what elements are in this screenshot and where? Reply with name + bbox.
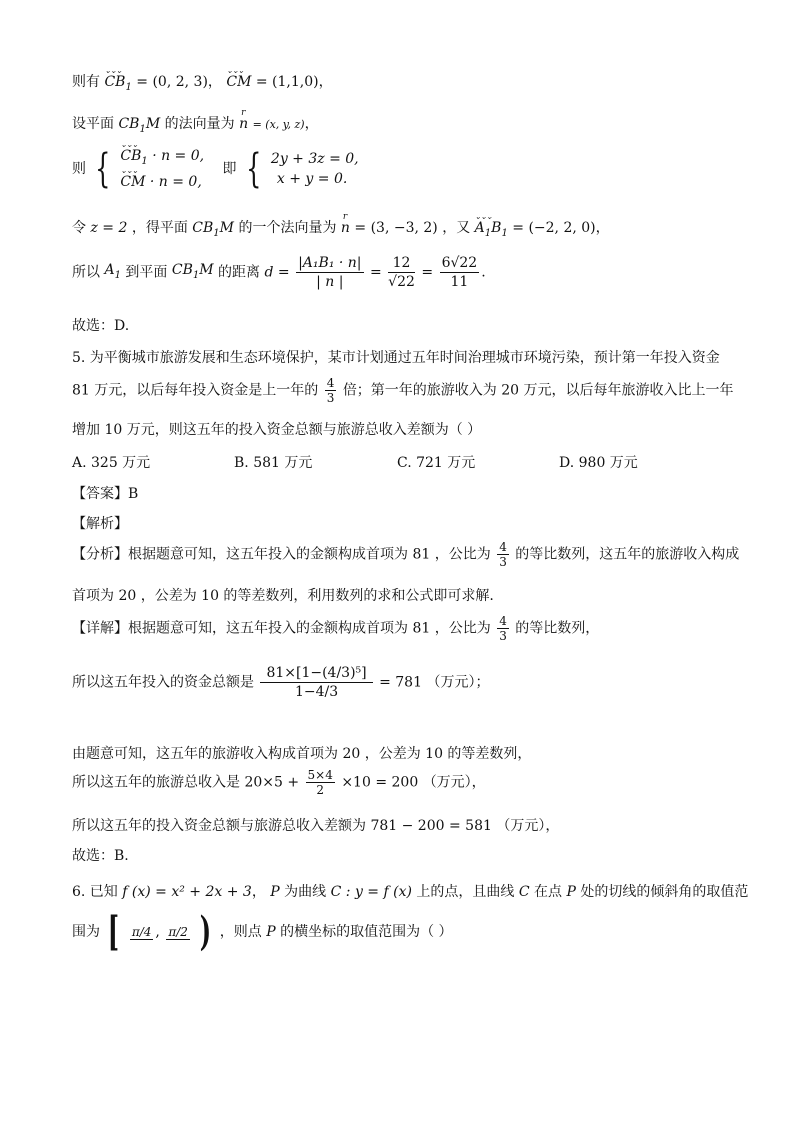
normal-vector: r n xyxy=(239,114,248,134)
left-brace: { xyxy=(95,145,111,192)
vector-cb1: ⌄⌄⌄ $CB_1$ xyxy=(104,72,131,98)
equation-system-2: 2y + 3z = 0, x + y = 0. xyxy=(270,150,359,187)
q6-stem-line1: 6. 已知 f (x) = x² + 2x + 3， P 为曲线 C : y = f (x) 上的点，且曲线 C 在点 P 处的切线的倾斜角的取值范 xyxy=(72,884,749,900)
distance-fraction-3: $\frac{6√22}{11}$ xyxy=(441,255,478,290)
distance-fraction-2: $\frac{12}{√22}$ xyxy=(388,255,415,290)
detail-line1: 【详解】根据题意可知，这五年投入的金额构成首项为 81 ，公比为 $\frac{4}{3}$ 的等比数列， xyxy=(72,614,600,643)
solution-line-distance: 所以 $A_1$ 到平面 $CB_1M$ 的距离 d = $\frac{\text{|A₁B₁ · n|}}{| n |}$ = $\frac{12}{√22}$ = $\frac{6√22}{11}$ . xyxy=(72,255,486,290)
choice-d: D. 980 万元 xyxy=(559,455,638,471)
equation-system-1: ⌄⌄⌄ $CB_1 \cdot n = 0$, ⌄⌄⌄ CM · n = 0, xyxy=(120,146,204,192)
arith-seq-line: 由题意可知，这五年的旅游收入构成首项为 20 ，公差为 10 的等差数列， xyxy=(72,746,532,762)
distance-fraction: $\frac{\text{|A₁B₁ · n|}}{| n |}$ xyxy=(298,255,362,290)
right-bracket: ) xyxy=(200,908,212,955)
vector-value: = (1,1,0) xyxy=(255,74,319,90)
investment-sum-line: 所以这五年投入的资金总额是 $\frac{\text{81×[1−(4/3)⁵]}}{1-4/3}$ = 781 （万元）； xyxy=(72,665,490,700)
q5-stem-line3: 增加 10 万元，则这五年的投入资金总额与旅游总收入差额为（ ） xyxy=(72,422,482,438)
q5-stem-line2: 81 万元，以后每年投入资金是上一年的 $\frac{4}{3}$ 倍；第一年的旅游收入为 20 万元，以后每年旅游收入比上一年 xyxy=(72,376,734,405)
solution-line-normal: 设平面 $CB_1M$ 的法向量为 r n = (x, y, z)， xyxy=(72,114,319,140)
analysis-label: 【解析】 xyxy=(72,516,128,532)
difference-line: 所以这五年的投入资金总额与旅游总收入差额为 781 − 200 = 581 （万元）， xyxy=(72,818,560,834)
choice-c: C. 721 万元 xyxy=(397,455,476,471)
choice-a: A. 325 万元 xyxy=(72,455,151,471)
answer-d: 故选：D. xyxy=(72,318,130,334)
ratio-fraction: $\frac{4}{3}$ xyxy=(326,376,335,405)
plane-name: $CB_1M$ xyxy=(118,116,161,135)
solution-line-system: 则 { ⌄⌄⌄ $CB_1 \cdot n = 0$, ⌄⌄⌄ CM · n = 0, 即 { 2y + 3z = 0, x + y = 0. xyxy=(72,146,359,196)
investment-sum-fraction: $\frac{\text{81×[1−(4/3)⁵]}}{1-4/3}$ xyxy=(260,664,372,701)
vector-value: = (0, 2, 3) xyxy=(136,74,208,90)
left-brace: { xyxy=(246,145,262,192)
tourism-sum-line: 所以这五年的旅游总收入是 20×5 + $\frac{5\times 4}{2}$ ×10 = 200 （万元）， xyxy=(72,768,486,797)
normal-vector-value: = (x, y, z) xyxy=(252,118,305,131)
left-bracket: [ xyxy=(108,908,120,955)
answer-label: 【答案】B xyxy=(72,486,139,502)
vector-cm: ⌄⌄⌄ CM xyxy=(226,72,251,92)
analysis-line2: 首项为 20 ，公差为 10 的等差数列，利用数列的求和公式即可求解. xyxy=(72,588,494,604)
q6-stem-line2: 围为 [ π/4 , π/2 ) ，则点 P 的横坐标的取值范围为（ ） xyxy=(72,908,453,955)
text: 则有 xyxy=(72,74,100,90)
choice-b: B. 581 万元 xyxy=(234,455,313,471)
q5-stem-line1: 5. 为平衡城市旅游发展和生态环境保护，某市计划通过五年时间治理城市环境污染，预计第一年投入资金 xyxy=(72,350,720,366)
answer-b: 故选：B. xyxy=(72,848,129,864)
solution-line-normal-result: 令 z = 2 ，得平面 $CB_1M$ 的一个法向量为 r n = (3, −3, 2) ，又 ⌄⌄⌄ $A_1B_1 = (-2$, 2, 0)， xyxy=(72,218,610,244)
solution-line-vectors: 则有 ⌄⌄⌄ $CB_1 = (0$, 2, 3)， ⌄⌄⌄ CM = (1,1,0)， xyxy=(72,72,333,98)
analysis-line1: 【分析】根据题意可知，这五年投入的金额构成首项为 81 ，公比为 $\frac{4}{3}$ 的等比数列，这五年的旅游收入构成 xyxy=(72,540,740,569)
